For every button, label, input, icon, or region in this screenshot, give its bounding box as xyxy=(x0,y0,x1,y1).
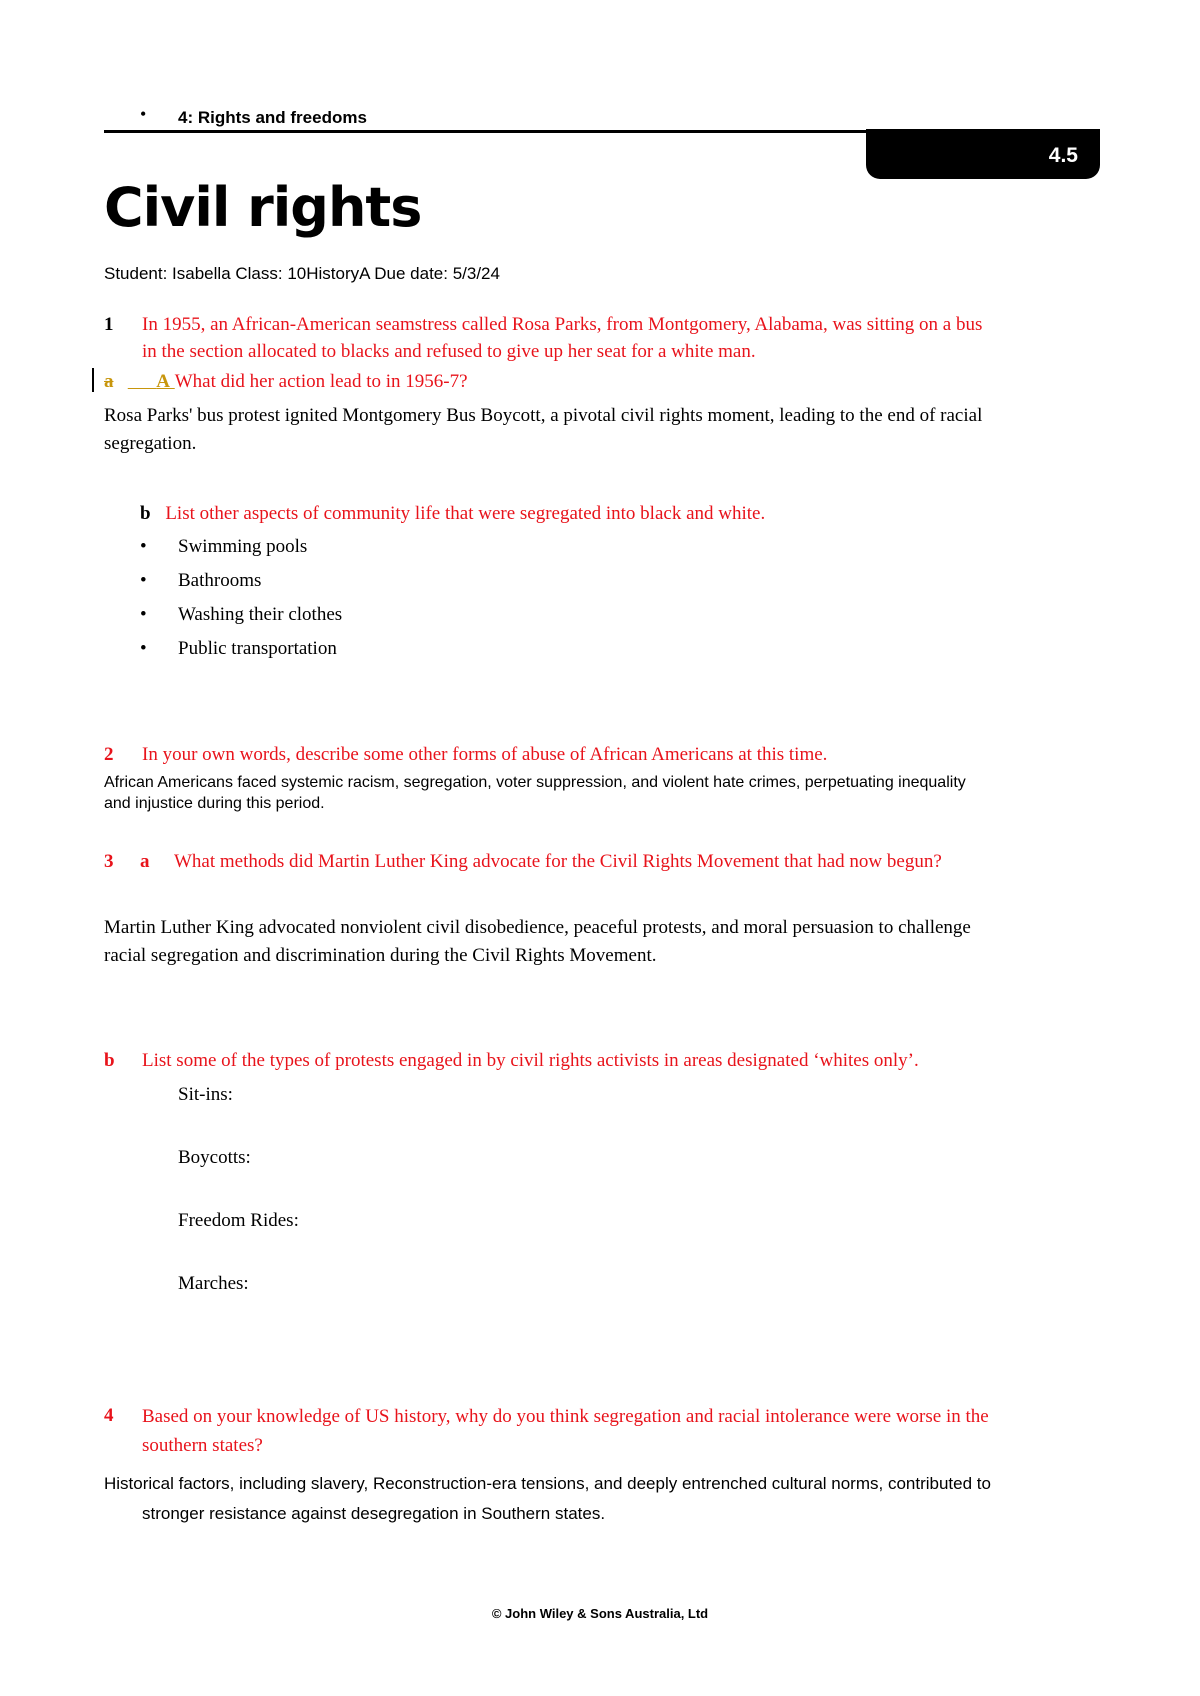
question-1a-text: What did her action lead to in 1956-7? xyxy=(174,371,468,392)
protest-item: Marches: xyxy=(178,1273,249,1294)
answer-3a-line2: racial segregation and discrimination during the Civil Rights Movement. xyxy=(104,945,657,966)
answer-4 xyxy=(104,1469,991,1529)
answer-1a-line1: Rosa Parks' bus protest ignited Montgomery Bus Boycott, a pivotal civil rights moment, leading to the end of racial xyxy=(104,405,983,426)
section-number: 4.5 xyxy=(1048,144,1078,167)
question-3a-text: What methods did Martin Luther King advocate for the Civil Rights Movement that had now begun? xyxy=(174,851,942,872)
question-1a-deleted-label: a xyxy=(104,371,114,392)
bullet-icon: • xyxy=(140,638,147,659)
answer-2-line2: and injustice during this period. xyxy=(104,795,325,812)
protest-item: Boycotts: xyxy=(178,1147,251,1168)
answer-2 xyxy=(104,772,966,814)
page-title: Civil rights xyxy=(104,176,422,239)
question-4-line2: southern states? xyxy=(142,1435,263,1456)
answer-4-line1: Historical factors, including slavery, Reconstruction-era tensions, and deeply entrenched cultural norms, contributed to xyxy=(104,1474,991,1493)
answer-4-line2: stronger resistance against desegregation in Southern states. xyxy=(142,1504,606,1523)
question-2-text: In your own words, describe some other forms of abuse of African Americans at this time. xyxy=(142,744,828,765)
tracked-change-dash xyxy=(114,371,128,392)
question-1b-text: List other aspects of community life that were segregated into black and white. xyxy=(165,503,766,524)
copyright-footer: © John Wiley & Sons Australia, Ltd xyxy=(491,1606,709,1621)
question-4-text xyxy=(142,1402,989,1460)
question-1b xyxy=(140,500,765,527)
question-3-number: 3 xyxy=(104,851,114,872)
answer-1a xyxy=(104,402,982,458)
answer-3a-line1: Martin Luther King advocated nonviolent civil disobedience, peaceful protests, and moral persuasion to challenge xyxy=(104,917,971,938)
header-bullet: • xyxy=(140,104,147,124)
question-1a-inserted-label: A xyxy=(156,371,170,392)
protest-item: Freedom Rides: xyxy=(178,1210,299,1231)
question-3a-label: a xyxy=(140,851,150,872)
bullet-icon: • xyxy=(140,604,147,625)
question-1a xyxy=(104,368,468,395)
question-1-number: 1 xyxy=(104,314,114,335)
answer-1a-line2: segregation. xyxy=(104,433,197,454)
revision-mark xyxy=(92,368,94,392)
answer-3a xyxy=(104,914,971,970)
question-2-number: 2 xyxy=(104,744,114,765)
bullet-icon: • xyxy=(140,570,147,591)
question-3b-label: b xyxy=(104,1050,115,1071)
answer-2-line1: African Americans faced systemic racism, segregation, voter suppression, and violent hate crimes, perpetuating inequality xyxy=(104,774,966,791)
question-1-text xyxy=(142,311,982,365)
question-1-line1: In 1955, an African-American seamstress called Rosa Parks, from Montgomery, Alabama, was sitting on a bus xyxy=(142,314,983,335)
protest-item: Sit-ins: xyxy=(178,1084,233,1105)
student-info: Student: Isabella Class: 10HistoryA Due date: 5/3/24 xyxy=(104,264,500,283)
question-1-line2: in the section allocated to blacks and refused to give up her seat for a white man. xyxy=(142,341,756,362)
question-3b-text: List some of the types of protests engaged in by civil rights activists in areas designated ‘whites only’. xyxy=(142,1050,919,1071)
question-4-line1: Based on your knowledge of US history, why do you think segregation and racial intolerance were worse in the xyxy=(142,1406,989,1427)
bullet-icon: • xyxy=(140,536,147,557)
section-badge xyxy=(866,129,1100,179)
question-1b-label: b xyxy=(140,503,151,524)
question-4-number: 4 xyxy=(104,1405,114,1426)
chapter-heading: 4: Rights and freedoms xyxy=(178,108,367,127)
